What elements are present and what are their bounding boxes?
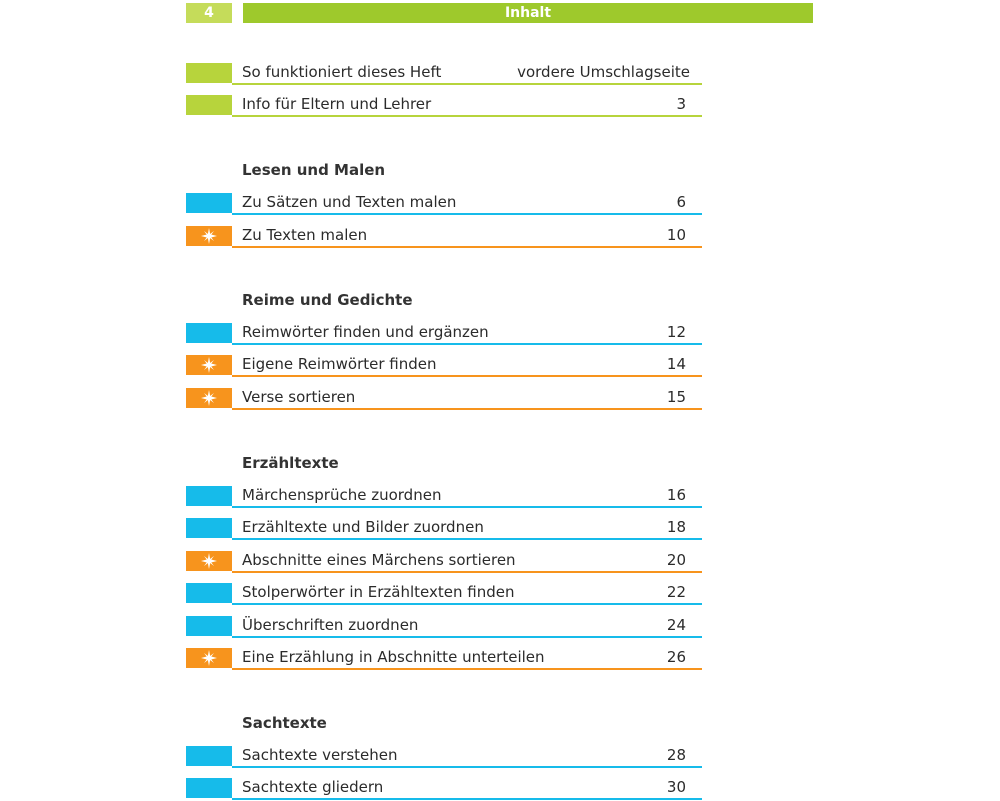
blue-marker — [186, 746, 232, 766]
toc-entry-title: So funktioniert dieses Heft — [242, 63, 442, 81]
toc-entry-title: Info für Eltern und Lehrer — [242, 95, 432, 113]
toc-entry[interactable] — [186, 647, 702, 671]
toc-entry-page: 10 — [666, 226, 686, 244]
entry-underline — [232, 343, 702, 345]
blue-marker — [186, 583, 232, 603]
entry-underline — [232, 506, 702, 508]
star-icon — [201, 228, 217, 244]
toc-entry-title: Eigene Reimwörter finden — [242, 355, 437, 373]
toc-entry[interactable] — [186, 550, 702, 574]
entry-underline — [232, 375, 702, 377]
toc-entry-title: Stolperwörter in Erzähltexten finden — [242, 583, 515, 601]
toc-entry[interactable] — [186, 777, 702, 801]
section-heading: Reime und Gedichte — [242, 291, 413, 309]
blue-marker — [186, 486, 232, 506]
toc-entry-page: 30 — [666, 778, 686, 796]
star-icon — [201, 553, 217, 569]
toc-entry[interactable] — [186, 485, 702, 509]
orange-marker — [186, 226, 232, 246]
blue-marker — [186, 518, 232, 538]
orange-marker — [186, 648, 232, 668]
toc-entry[interactable] — [186, 225, 702, 249]
toc-entry-title: Sachtexte verstehen — [242, 746, 398, 764]
toc-entry-page: vordere Umschlagseite — [517, 63, 690, 81]
toc-entry-page: 18 — [666, 518, 686, 536]
toc-entry[interactable] — [186, 192, 702, 216]
entry-underline — [232, 636, 702, 638]
toc-entry-page: 26 — [666, 648, 686, 666]
star-icon — [201, 650, 217, 666]
toc-entry-page: 12 — [666, 323, 686, 341]
green-marker — [186, 95, 232, 115]
section-heading: Erzähltexte — [242, 454, 339, 472]
entry-underline — [232, 246, 702, 248]
toc-entry-title: Sachtexte gliedern — [242, 778, 384, 796]
blue-marker — [186, 616, 232, 636]
toc-entry[interactable] — [186, 745, 702, 769]
toc-entry-page: 14 — [666, 355, 686, 373]
toc-entry[interactable] — [186, 354, 702, 378]
blue-marker — [186, 778, 232, 798]
entry-underline — [232, 115, 702, 117]
toc-entry-title: Überschriften zuordnen — [242, 616, 419, 634]
toc-entry-title: Reimwörter finden und ergänzen — [242, 323, 489, 341]
toc-entry[interactable] — [186, 94, 702, 118]
toc-entry[interactable] — [186, 615, 702, 639]
toc-entry-title: Abschnitte eines Märchens sortieren — [242, 551, 516, 569]
entry-underline — [232, 213, 702, 215]
toc-entry-page: 20 — [666, 551, 686, 569]
toc-entry-page: 15 — [666, 388, 686, 406]
orange-marker — [186, 388, 232, 408]
blue-marker — [186, 323, 232, 343]
toc-entry[interactable] — [186, 322, 702, 346]
toc-entry-page: 24 — [666, 616, 686, 634]
toc-entry-title: Verse sortieren — [242, 388, 356, 406]
entry-underline — [232, 83, 702, 85]
toc-entry-page: 16 — [666, 486, 686, 504]
green-marker — [186, 63, 232, 83]
page-number: 4 — [186, 3, 232, 23]
star-icon — [201, 357, 217, 373]
toc-entry-title: Eine Erzählung in Abschnitte unterteilen — [242, 648, 545, 666]
toc-entry[interactable] — [186, 387, 702, 411]
orange-marker — [186, 355, 232, 375]
orange-marker — [186, 551, 232, 571]
entry-underline — [232, 408, 702, 410]
entry-underline — [232, 603, 702, 605]
toc-entry[interactable] — [186, 517, 702, 541]
page-title: Inhalt — [243, 3, 813, 23]
toc-entry[interactable] — [186, 582, 702, 606]
toc-entry-title: Märchensprüche zuordnen — [242, 486, 442, 504]
entry-underline — [232, 668, 702, 670]
toc-entry-title: Zu Sätzen und Texten malen — [242, 193, 457, 211]
blue-marker — [186, 193, 232, 213]
toc-entry-page: 6 — [676, 193, 686, 211]
star-icon — [201, 390, 217, 406]
toc-entry-title: Erzähltexte und Bilder zuordnen — [242, 518, 484, 536]
toc-entry-page: 3 — [676, 95, 686, 113]
toc-entry-title: Zu Texten malen — [242, 226, 368, 244]
entry-underline — [232, 538, 702, 540]
section-heading: Sachtexte — [242, 714, 327, 732]
toc-entry-page: 28 — [666, 746, 686, 764]
entry-underline — [232, 766, 702, 768]
toc-entry[interactable] — [186, 62, 702, 86]
section-heading: Lesen und Malen — [242, 161, 386, 179]
toc-entry-page: 22 — [666, 583, 686, 601]
entry-underline — [232, 571, 702, 573]
